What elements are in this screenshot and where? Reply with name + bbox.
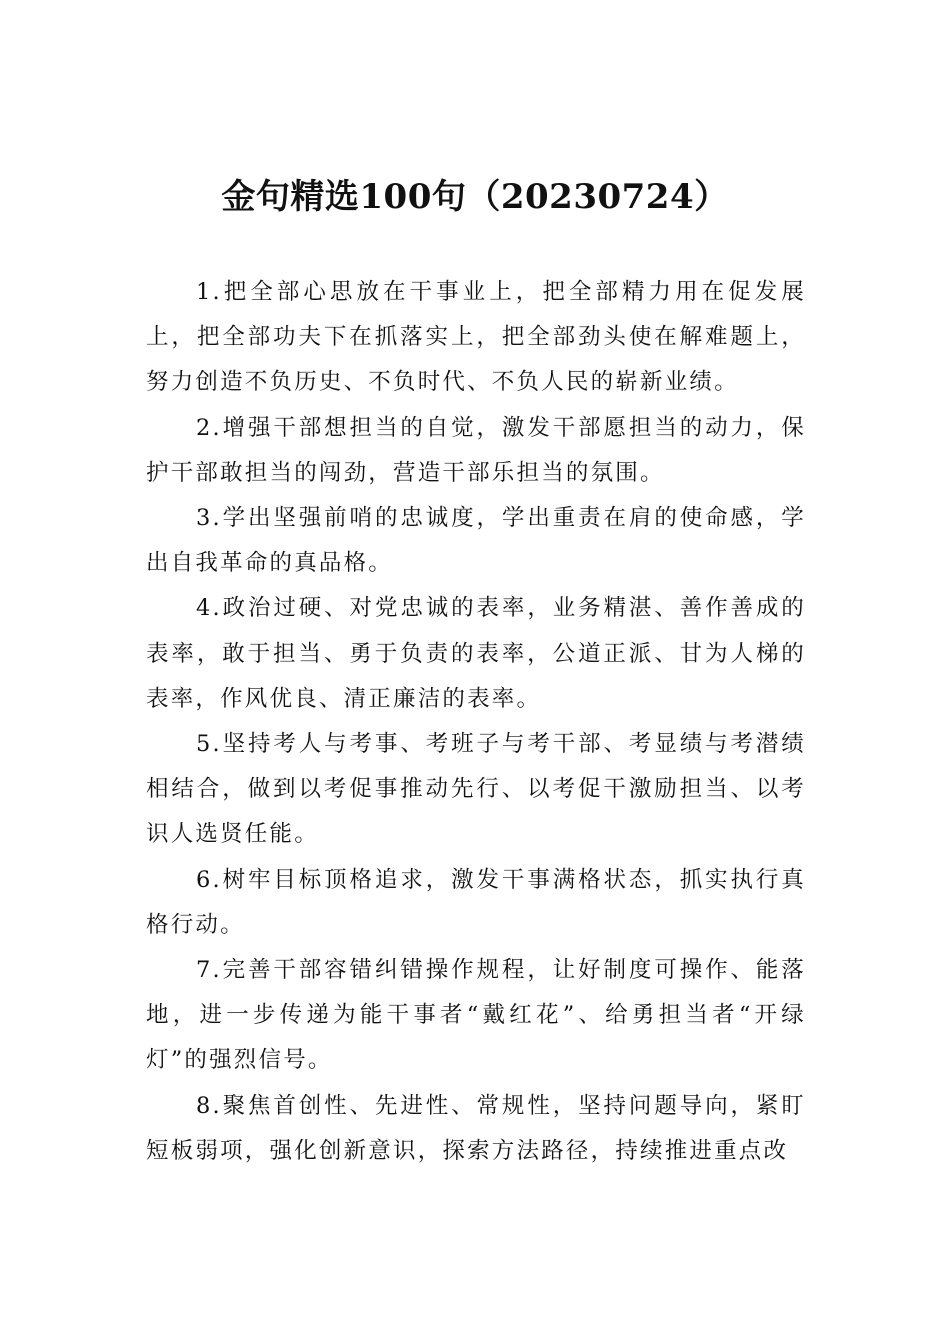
paragraph-3: 3.学出坚强前哨的忠诚度，学出重责在肩的使命感，学出自我革命的真品格。 <box>146 505 806 577</box>
paragraph-8: 8.聚焦首创性、先进性、常规性，坚持问题导向，紧盯短板弱项，强化创新意识，探索方法路径，持续推进重点改 <box>146 1092 806 1164</box>
paragraph-6: 6.树牢目标顶格追求，激发干事满格状态，抓实执行真格行动。 <box>146 866 806 938</box>
paragraph-5: 5.坚持考人与考事、考班子与考干部、考显绩与考潜绩相结合，做到以考促事推动先行、以考促干激励担当、以考识人选贤任能。 <box>146 731 806 848</box>
paragraph-7: 7.完善干部容错纠错操作规程，让好制度可操作、能落地，进一步传递为能干事者“戴红花”、给勇担当者“开绿灯”的强烈信号。 <box>146 957 806 1074</box>
paragraph-4: 4.政治过硬、对党忠诚的表率，业务精湛、善作善成的表率，敢于担当、勇于负责的表率，公道正派、甘为人梯的表率，作风优良、清正廉洁的表率。 <box>146 595 806 712</box>
document-title: 金句精选100句（20230724） <box>221 177 729 217</box>
paragraph-2: 2.增强干部想担当的自觉，激发干部愿担当的动力，保护干部敢担当的闯劲，营造干部乐担当的氛围。 <box>146 414 806 486</box>
paragraph-1: 1.把全部心思放在干事业上，把全部精力用在促发展上，把全部功夫下在抓落实上，把全部劲头使在解难题上，努力创造不负历史、不负时代、不负人民的崭新业绩。 <box>146 279 806 396</box>
document-body <box>146 270 806 1174</box>
